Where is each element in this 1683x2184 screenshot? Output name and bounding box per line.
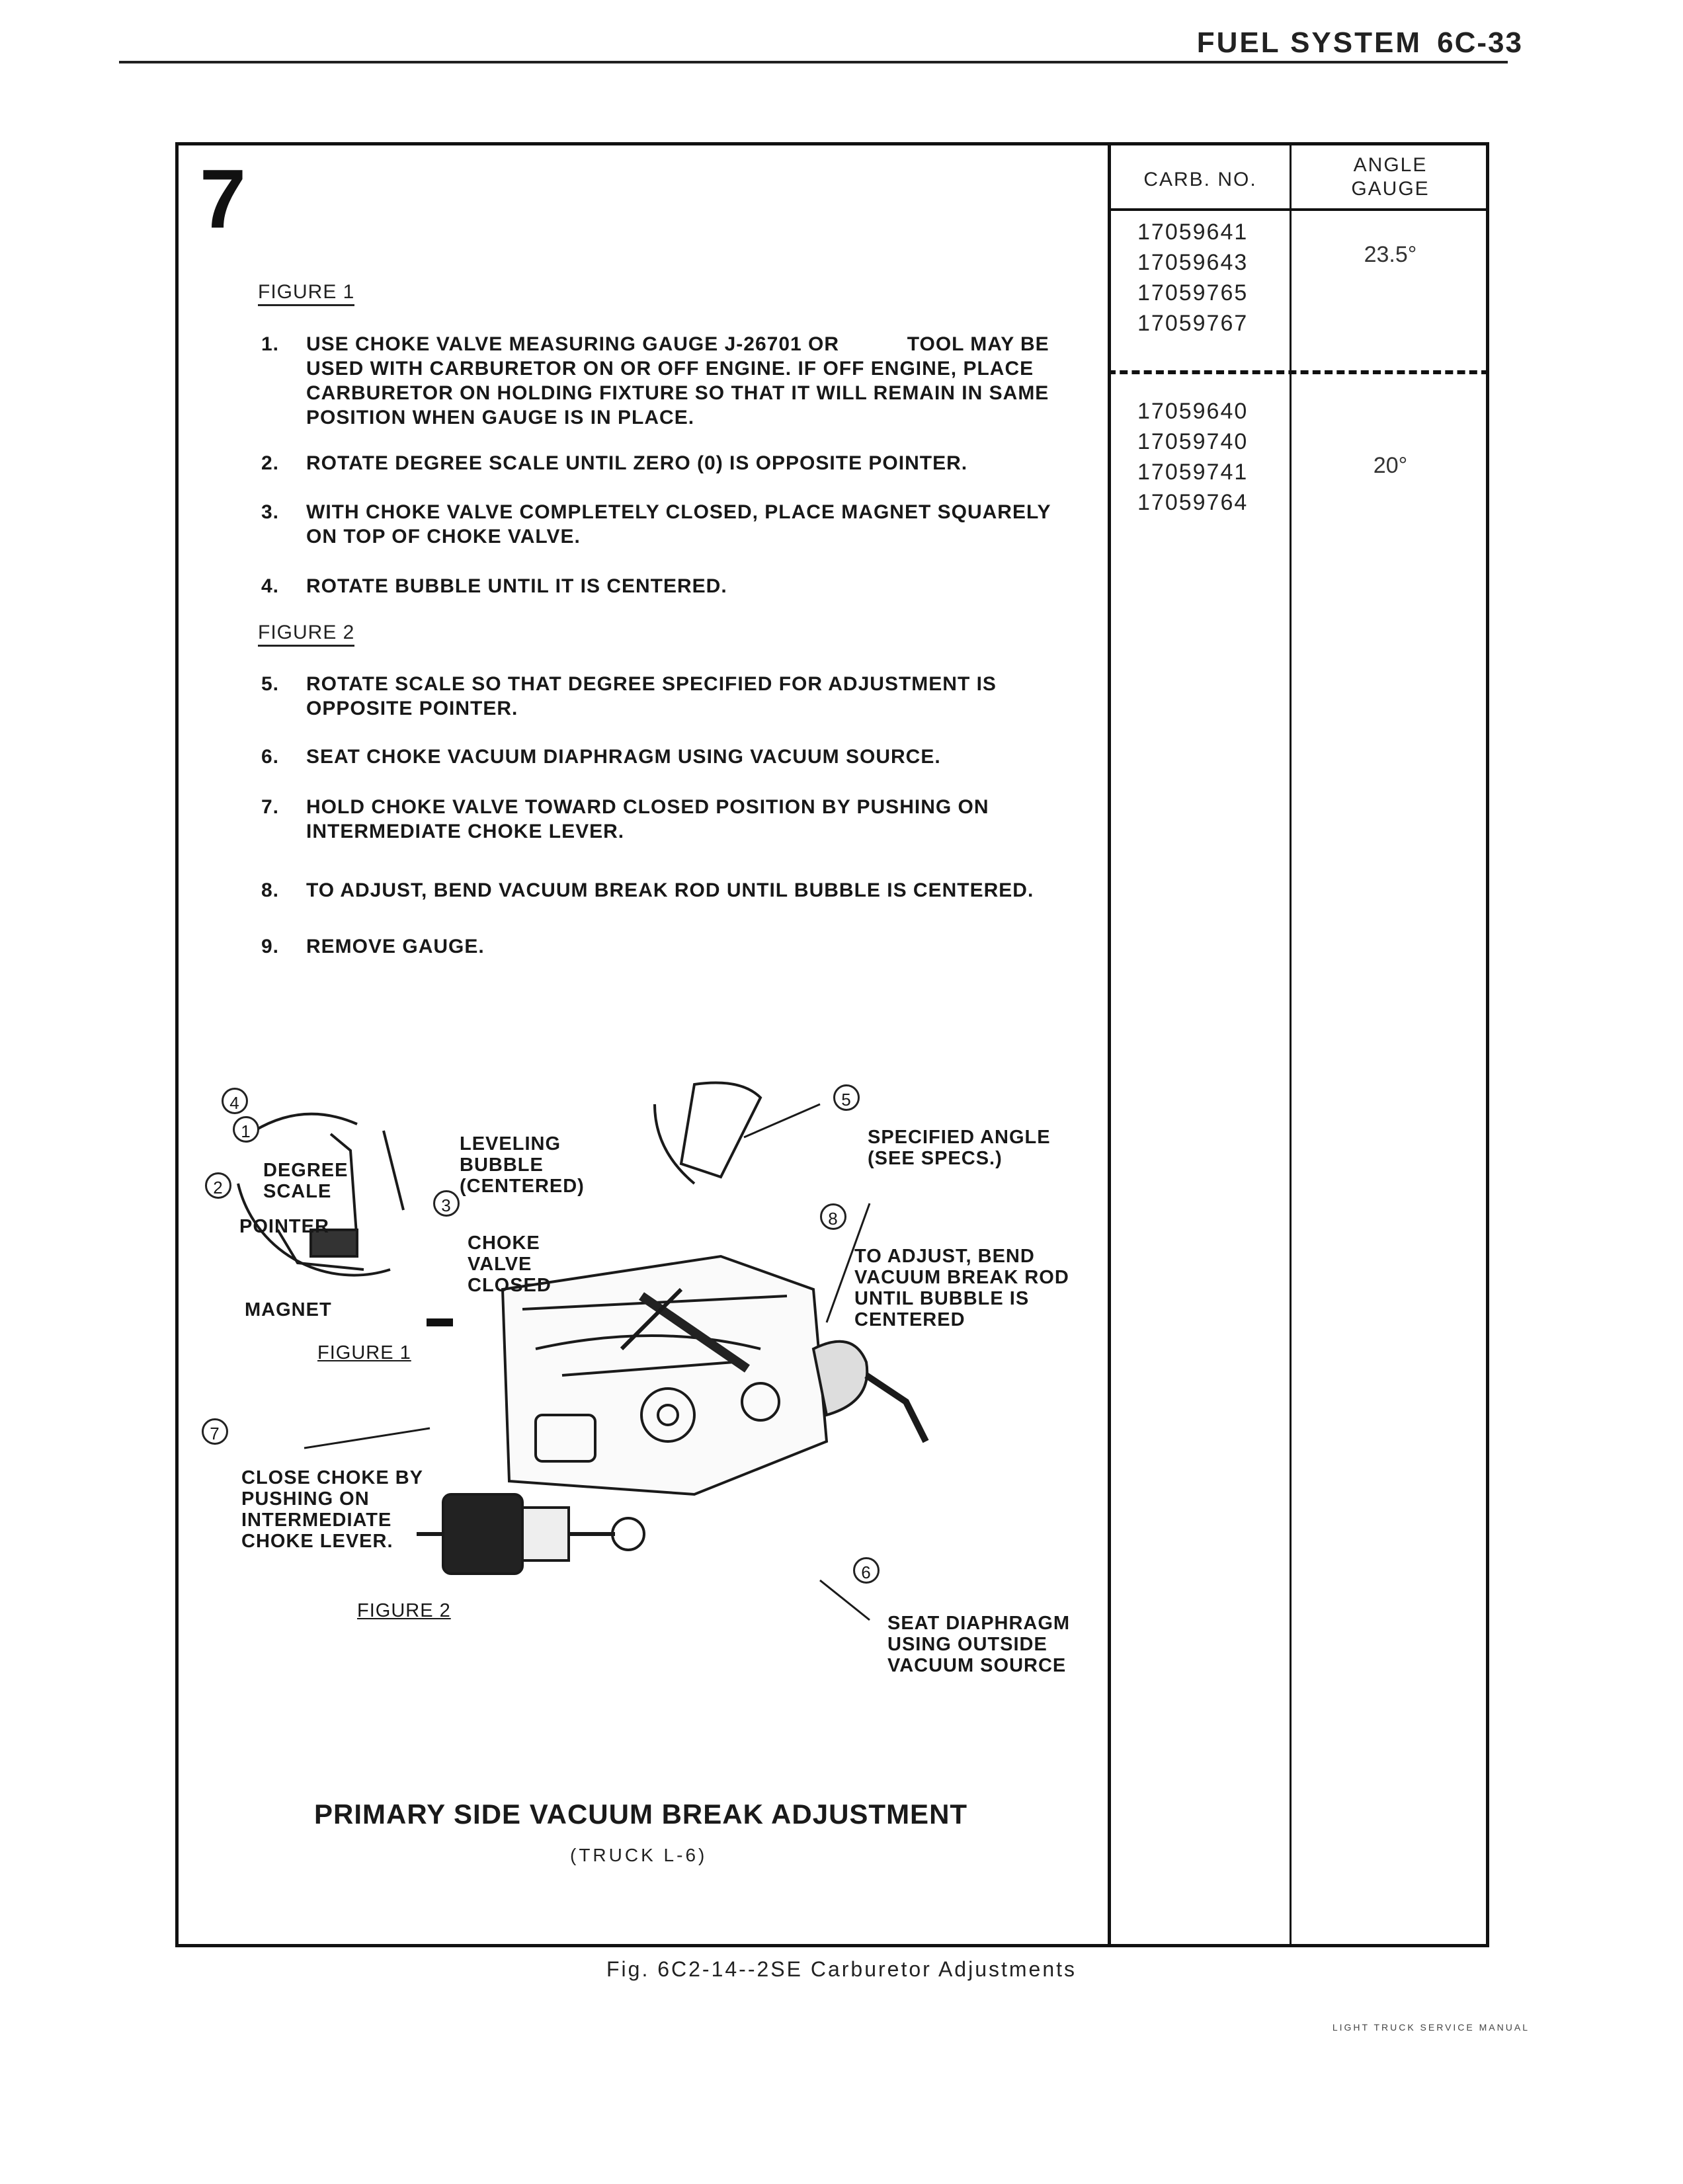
section-title: FUEL SYSTEM <box>1196 26 1422 59</box>
step-text: REMOVE GAUGE. <box>306 936 485 957</box>
page-number: 6C-33 <box>1437 26 1523 59</box>
callout-figure-1: FIGURE 1 <box>317 1342 411 1363</box>
callout-number: 4 <box>222 1088 248 1114</box>
instruction-step <box>261 332 1075 430</box>
step-text: SEAT CHOKE VACUUM DIAPHRAGM USING VACUUM SOURCE. <box>306 746 941 768</box>
step-num: 3. <box>261 501 280 523</box>
callout-number: 5 <box>833 1084 860 1111</box>
figure-caption: Fig. 6C2-14--2SE Carburetor Adjustments <box>606 1957 1077 1981</box>
illustration-subtitle: (TRUCK L-6) <box>570 1845 708 1865</box>
callout-text: SPECIFIED ANGLE (SEE SPECS.) <box>868 1127 1051 1169</box>
callout-adjust-rod <box>820 1203 1069 1352</box>
angle-value: 23.5° <box>1364 242 1417 267</box>
step-text: WITH CHOKE VALVE COMPLETELY CLOSED, PLACE MAGNET SQUARELY ON TOP OF CHOKE VALVE. <box>306 501 1051 547</box>
step-text: ROTATE SCALE SO THAT DEGREE SPECIFIED FOR ADJUSTMENT IS OPPOSITE POINTER. <box>306 673 997 719</box>
carb-number: 17059740 <box>1137 429 1249 454</box>
step-num: 6. <box>261 746 280 768</box>
step-num: 4. <box>261 575 280 597</box>
carb-number: 17059640 <box>1137 399 1249 424</box>
callout-text: LEVELING BUBBLE (CENTERED) <box>460 1133 585 1197</box>
callout-figure-2: FIGURE 2 <box>357 1600 451 1621</box>
carb-number: 17059764 <box>1137 490 1249 515</box>
callout-number: 3 <box>433 1190 460 1217</box>
instruction-step <box>261 451 1075 475</box>
callout-magnet: MAGNET <box>245 1299 332 1320</box>
callout-number: 7 <box>202 1418 228 1445</box>
callout-choke-valve <box>433 1190 552 1317</box>
angle-value: 20° <box>1373 453 1408 478</box>
callout-close-choke <box>202 1418 424 1566</box>
manual-footer: LIGHT TRUCK SERVICE MANUAL <box>1332 2022 1530 2033</box>
illustration-title: PRIMARY SIDE VACUUM BREAK ADJUSTMENT <box>314 1799 968 1830</box>
step-num: 8. <box>261 879 280 901</box>
header-rule <box>119 61 1508 63</box>
carb-number: 17059641 <box>1137 220 1249 245</box>
step-num: 2. <box>261 452 280 474</box>
step-num: 7. <box>261 796 280 818</box>
callout-number: 2 <box>205 1172 231 1199</box>
callout-seat-diaphragm <box>853 1557 1071 1684</box>
carb-number: 17059767 <box>1137 311 1249 336</box>
step-text: ROTATE DEGREE SCALE UNTIL ZERO (0) IS OPPOSITE POINTER. <box>306 452 968 474</box>
callout-text: TO ADJUST, BEND VACUUM BREAK ROD UNTIL BUBBLE IS CENTERED <box>854 1246 1069 1330</box>
step-num: 5. <box>261 673 280 695</box>
step-num: 9. <box>261 936 280 957</box>
column-divider <box>1290 142 1292 1947</box>
figure-1-label: FIGURE 1 <box>258 281 354 306</box>
callout-text: DEGREE SCALE <box>263 1160 349 1202</box>
callout-text: CHOKE VALVE CLOSED <box>468 1233 552 1296</box>
step-text: TO ADJUST, BEND VACUUM BREAK ROD UNTIL BUBBLE IS CENTERED. <box>306 879 1034 901</box>
instruction-step <box>261 934 1075 959</box>
callout-text: SEAT DIAPHRAGM USING OUTSIDE VACUUM SOURCE <box>887 1613 1071 1676</box>
carb-number: 17059765 <box>1137 280 1249 305</box>
instruction-step <box>261 878 1075 903</box>
carb-no-header: CARB. NO. <box>1143 169 1257 190</box>
column-divider <box>1108 142 1111 1947</box>
step-text: ROTATE BUBBLE UNTIL IT IS CENTERED. <box>306 575 727 597</box>
angle-gauge-header: ANGLE GAUGE <box>1351 154 1430 200</box>
callout-text: POINTER <box>239 1216 329 1237</box>
callout-specified-angle <box>833 1084 1051 1190</box>
step-text: USE CHOKE VALVE MEASURING GAUGE J-26701 OR TOOL MAY BE USED WITH CARBURETOR ON OR OFF ENGINE. IF OFF ENGINE, PLACE CARBURETOR ON HOLDING FIXTURE SO THAT IT WILL REMAIN IN SAME POSITION WHEN GAUGE IS IN PLACE. <box>306 333 1056 428</box>
carb-number: 17059643 <box>1137 250 1249 275</box>
table-header-rule <box>1108 208 1489 211</box>
instruction-step <box>261 672 1075 721</box>
carb-number: 17059741 <box>1137 460 1249 485</box>
instruction-step <box>261 795 1075 844</box>
table-group-divider <box>1108 370 1489 374</box>
step-number: 7 <box>200 152 247 245</box>
callout-text: CLOSE CHOKE BY PUSHING ON INTERMEDIATE CHOKE LEVER. <box>241 1467 424 1552</box>
step-num: 1. <box>261 333 280 355</box>
callout-number: 1 <box>233 1116 259 1143</box>
callout-number: 8 <box>820 1203 846 1230</box>
angle-gauge-scale <box>681 1083 760 1178</box>
step-text: HOLD CHOKE VALVE TOWARD CLOSED POSITION BY PUSHING ON INTERMEDIATE CHOKE LEVER. <box>306 796 989 842</box>
instruction-step <box>261 745 1075 769</box>
callout-number: 6 <box>853 1557 880 1584</box>
instruction-step <box>261 574 1075 598</box>
instruction-step <box>261 500 1075 549</box>
figure-2-label: FIGURE 2 <box>258 622 354 647</box>
